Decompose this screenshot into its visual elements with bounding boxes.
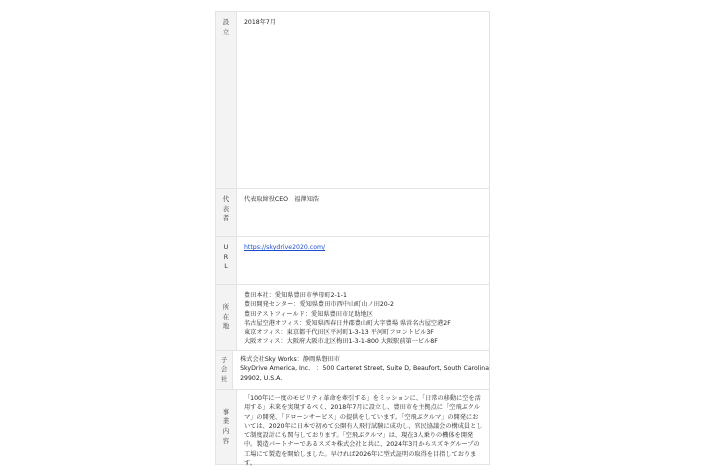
subsidiaries-value [233, 351, 490, 389]
established-date: 2018年7月 [244, 19, 277, 26]
business-description: 「100年に一度のモビリティ革命を牽引する」をミッションに、「日常の移動に空を活用する」未来を実現するべく、2018年7月に設立し、豊田市を主拠点に「空飛ぶクルマ」の開発、「ドローンサービス」の提供をしています。「空飛ぶクルマ」の開発においては、2020年に日本で初めて公開有人飛行試験に成功し、官民協議会の構成員として制度設計にも関与しております。「空飛ぶクルマ」は、現在3人乗りの機体を開発中。製造パートナーであるスズキ株式会社と共に、2024年3月からスズキグループの工場にて製造を開始しました。早ければ2026年に型式証明の取得を目指しております。 [244, 395, 483, 468]
address-line: 名古屋空港オフィス：愛知県西春日井郡豊山町大字豊場 県営名古屋空港2F [244, 319, 451, 327]
website-link[interactable]: https://skydrive2020.com/ [244, 244, 326, 251]
header-char: R [223, 252, 229, 261]
header-char: 内 [222, 427, 230, 435]
header-char: 代 [222, 195, 230, 203]
table-row-representative [215, 189, 490, 237]
address-line: 豊田本社：愛知県豊田市挙母町2-1-1 [244, 292, 347, 299]
row-header-business [215, 390, 237, 464]
table-row-url [215, 237, 490, 285]
subsidiary-line: 株式会社Sky Works：静岡県磐田市 [240, 356, 340, 363]
header-char: L [224, 262, 228, 271]
url-value [237, 237, 490, 284]
table-row-business [215, 390, 490, 468]
header-char: 容 [222, 436, 230, 445]
company-info-table [215, 11, 490, 468]
subsidiary-line: 29902, U.S.A. [240, 374, 283, 382]
table-row-address [215, 285, 490, 351]
row-header-subsidiaries [215, 351, 233, 389]
established-value [237, 12, 490, 188]
header-char: 在 [222, 312, 230, 321]
row-header-representative [215, 189, 237, 236]
address-value [237, 285, 490, 350]
header-char: 地 [222, 322, 230, 331]
header-char: 事 [222, 407, 230, 416]
table-row-established [215, 12, 490, 189]
header-char: 所 [222, 303, 230, 312]
header-char: 表 [222, 204, 230, 213]
header-char: 社 [220, 374, 228, 383]
header-char: 子 [220, 355, 228, 364]
address-line: 東京オフィス：東京都千代田区平河町1-3-13 平河町フロントビル3F [244, 329, 434, 337]
address-line: 豊田テストフィールド：愛知県豊田市足助地区 [244, 310, 373, 318]
row-header-address [215, 285, 237, 350]
row-header-url [215, 237, 237, 284]
table-row-subsidiaries [215, 351, 490, 390]
subsidiary-line: SkyDrive America, Inc. ：500 Carteret Street, Suite D, Beaufort, South Carolina [240, 365, 489, 373]
header-char: 設 [222, 18, 230, 26]
header-char: 者 [222, 214, 230, 223]
header-char: 業 [222, 417, 230, 426]
address-line: 豊田開発センター：愛知県豊田市西中山町山ノ田20-2 [244, 301, 394, 309]
representative-value [237, 189, 490, 236]
header-char: 立 [222, 27, 230, 36]
representative-name: 代表取締役CEO 福澤知浩 [244, 196, 319, 203]
header-char: U [223, 243, 229, 251]
row-header-established [215, 12, 237, 188]
header-char: 会 [220, 365, 228, 374]
business-value [237, 390, 490, 468]
address-line: 大阪オフィス：大阪府大阪市北区梅田1-3-1-800 大阪駅前第一ビル8F [244, 338, 438, 346]
